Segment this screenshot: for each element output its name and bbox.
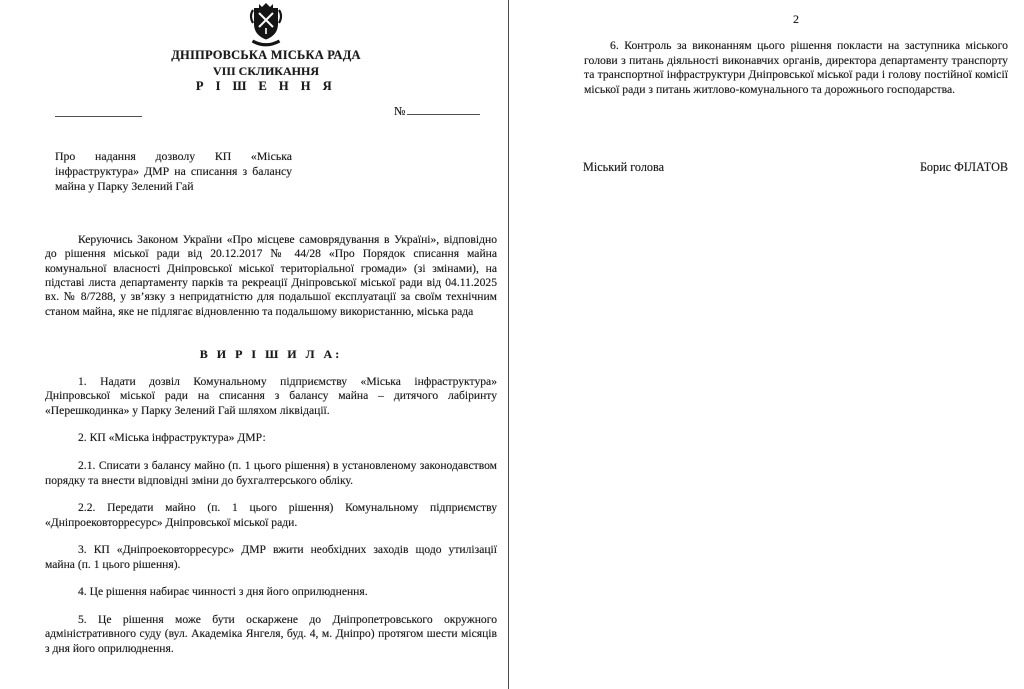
resolution-item-6: 6. Контроль за виконанням цього рішення покласти на заступника міського голови з питань діяльності виконавчих органів, директора департаменту транспорту та транспортної інфраструктури Дніпровської міської ради і голову постійної комісії міської ради з питань житлово-комунального та дорожнього господарства. [584, 39, 1008, 97]
document-header [150, 48, 382, 95]
resolution-item-2: 2. КП «Міська інфраструктура» ДМР: [78, 431, 266, 445]
page-2 [508, 0, 1024, 689]
page-1 [0, 0, 508, 689]
doc-type-heading: Р І Ш Е Н Н Я [195, 79, 337, 93]
doc-number-row [394, 103, 480, 119]
date-blank-line [55, 100, 142, 117]
preamble-paragraph: Керуючись Законом України «Про місцеве самоврядування в Україні», відповідно до рішення міської ради від 20.12.2017 № 44/28 «Про Порядок списання майна комунальної власності Дніпровської міської територіальної громади» (зі змінами), на підставі листа департаменту парків та рекреації Дніпровської міської ради від 04.11.2025 вх. № 8/7288, у зв’язку з непридатністю для подальшої експлуатації за своїм технічним станом майна, яке не підлягає відновленню та подальшому використанню, міська рада [45, 233, 497, 318]
resolution-item-2-2: 2.2. Передати майно (п. 1 цього рішення) Комунальному підприємству «Дніпроековторресурс» Дніпровської міської ради. [45, 501, 497, 529]
resolution-item-3: 3. КП «Дніпроековторресурс» ДМР вжити необхідних заходів щодо утилізації майна (п. 1 цього рішення). [45, 543, 497, 571]
doc-title: Про надання дозволу КП «Міська інфраструктура» ДМР на списання з балансу майна у Парку Зелений Гай [55, 149, 292, 194]
convocation: VIII СКЛИКАННЯ [212, 63, 320, 78]
doc-number-blank-line [407, 103, 480, 115]
resolution-item-5: 5. Це рішення може бути оскаржене до Дніпропетровського окружного адміністративного суду (вул. Академіка Янгеля, буд. 4, м. Дніпро) протягом шести місяців з дня його оприлюднення. [45, 613, 497, 655]
resolved-heading: В И Р І Ш И Л А: [199, 347, 343, 361]
signature-row [583, 160, 1008, 175]
resolution-item-1: 1. Надати дозвіл Комунальному підприємству «Міська інфраструктура» Дніпровської міської ради на списання з балансу майна – дитячого лабіринту «Перешкодинка» у Парку Зелений Гай шляхом ліквідації. [45, 375, 497, 417]
resolution-item-4: 4. Це рішення набирає чинності з дня його оприлюднення. [78, 585, 368, 599]
signature-position: Міський голова [583, 160, 665, 174]
doc-number-label: № [394, 104, 406, 118]
signature-name: Борис ФІЛАТОВ [919, 160, 1008, 174]
council-name: ДНІПРОВСЬКА МІСЬКА РАДА [171, 48, 361, 62]
resolution-item-2-1: 2.1. Списати з балансу майно (п. 1 цього рішення) в установленому законодавством порядку та внести відповідні зміни до бухгалтерського обліку. [45, 459, 497, 487]
resolution-items [45, 375, 497, 670]
coat-of-arms-icon [246, 1, 286, 47]
page-number: 2 [793, 12, 799, 26]
